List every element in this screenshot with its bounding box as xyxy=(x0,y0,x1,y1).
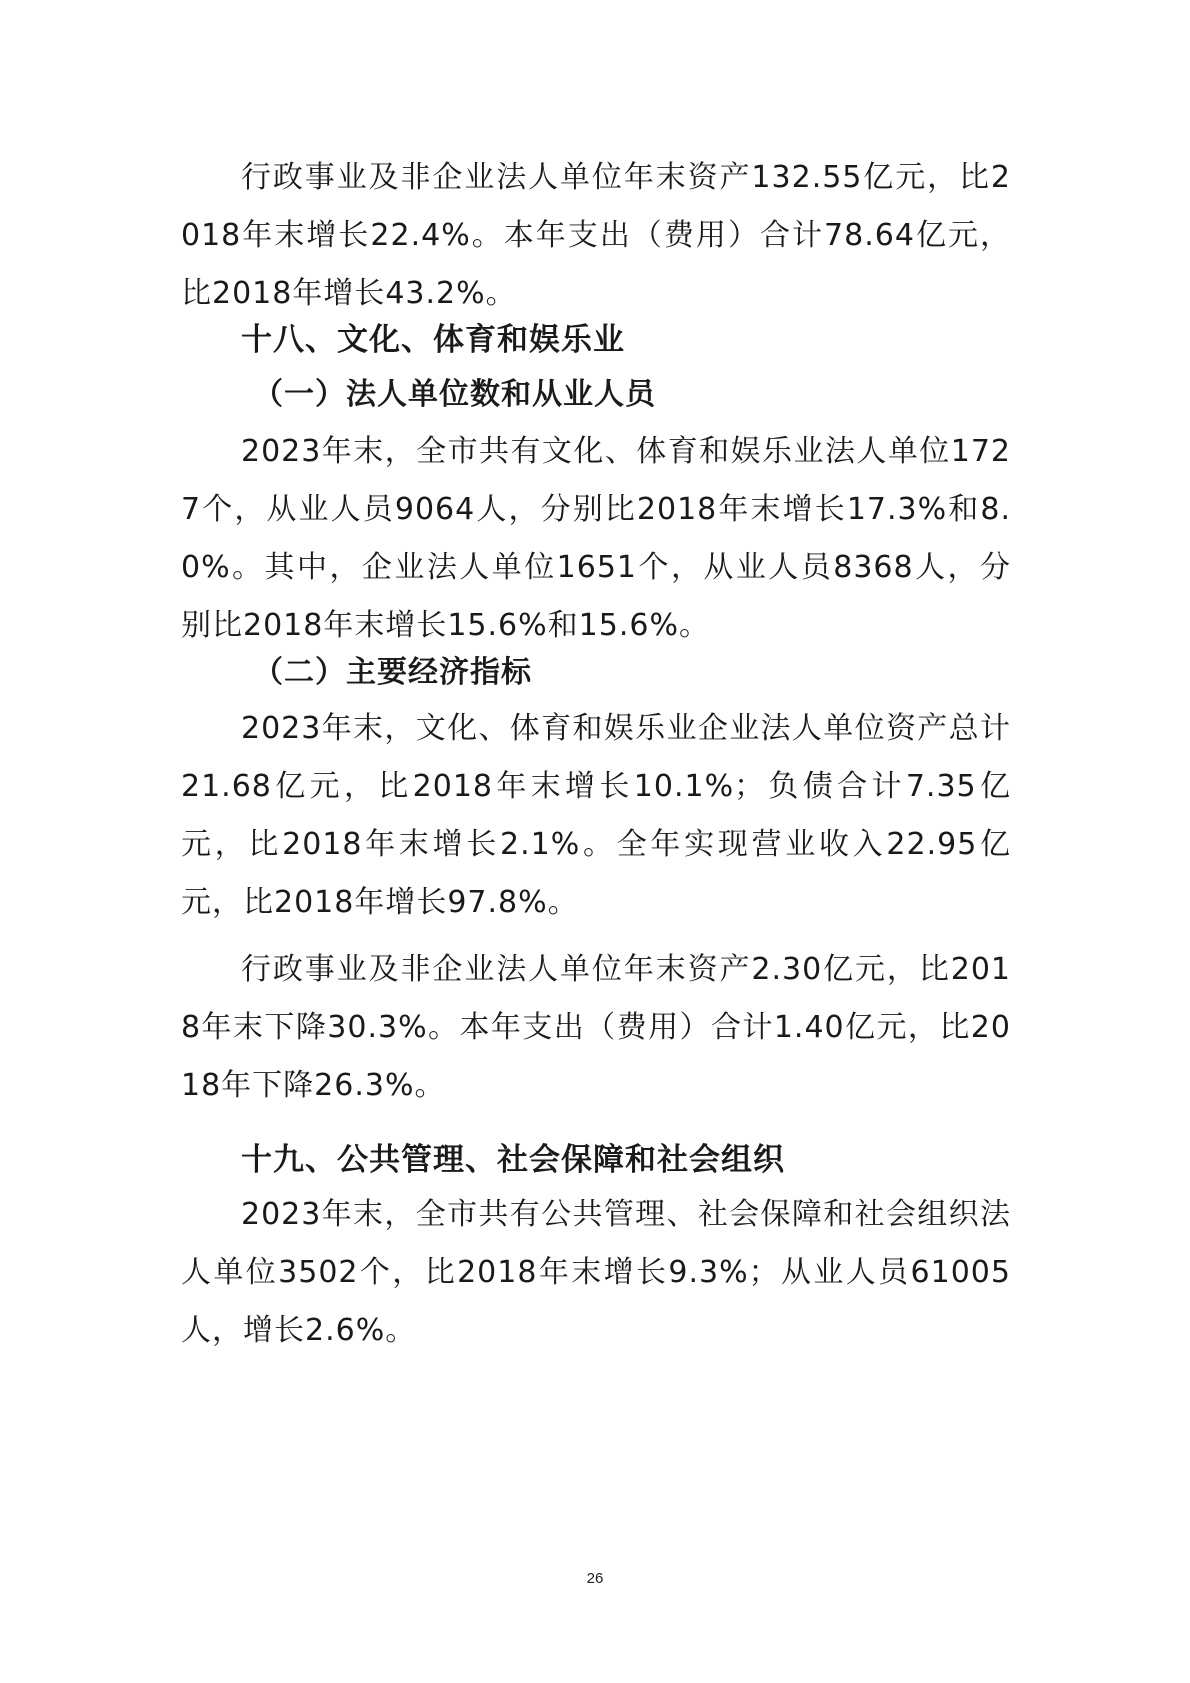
paragraph-public-admin-units xyxy=(181,1186,1011,1360)
paragraph-culture-indicators xyxy=(181,700,1011,932)
paragraph-text: 2023年末，文化、体育和娱乐业企业法人单位资产总计21.68亿元，比2018年末增长10.1%；负债合计7.35亿元，比2018年末增长2.1%。全年实现营业收入22.95亿元，比2018年增长97.8%。 xyxy=(181,711,1011,920)
paragraph-text: 行政事业及非企业法人单位年末资产132.55亿元，比2018年末增长22.4%。本年支出（费用）合计78.64亿元，比2018年增长43.2%。 xyxy=(181,160,1011,311)
paragraph-text: 2023年末，全市共有公共管理、社会保障和社会组织法人单位3502个，比2018年末增长9.3%；从业人员61005人，增长2.6%。 xyxy=(181,1197,1011,1348)
subsection-heading-18-2 xyxy=(181,644,1011,702)
page-number: 26 xyxy=(586,1570,604,1587)
section-heading-18 xyxy=(181,311,1011,369)
paragraph-culture-units xyxy=(181,423,1011,655)
heading-text: 十九、公共管理、社会保障和社会组织 xyxy=(241,1142,785,1178)
subsection-heading-18-1 xyxy=(181,366,1011,424)
subheading-text: （二）主要经济指标 xyxy=(253,655,532,690)
section-heading-19 xyxy=(181,1131,1011,1189)
paragraph-text: 行政事业及非企业法人单位年末资产2.30亿元，比2018年末下降30.3%。本年支出（费用）合计1.40亿元，比2018年下降26.3%。 xyxy=(181,952,1011,1103)
paragraph-admin-assets xyxy=(181,149,1011,323)
subheading-text: （一）法人单位数和从业人员 xyxy=(253,377,656,412)
paragraph-culture-admin-assets xyxy=(181,941,1011,1115)
paragraph-text: 2023年末，全市共有文化、体育和娱乐业法人单位1727个，从业人员9064人，分别比2018年末增长17.3%和8.0%。其中，企业法人单位1651个，从业人员8368人，分别比2018年末增长15.6%和15.6%。 xyxy=(181,434,1011,643)
heading-text: 十八、文化、体育和娱乐业 xyxy=(241,322,625,358)
